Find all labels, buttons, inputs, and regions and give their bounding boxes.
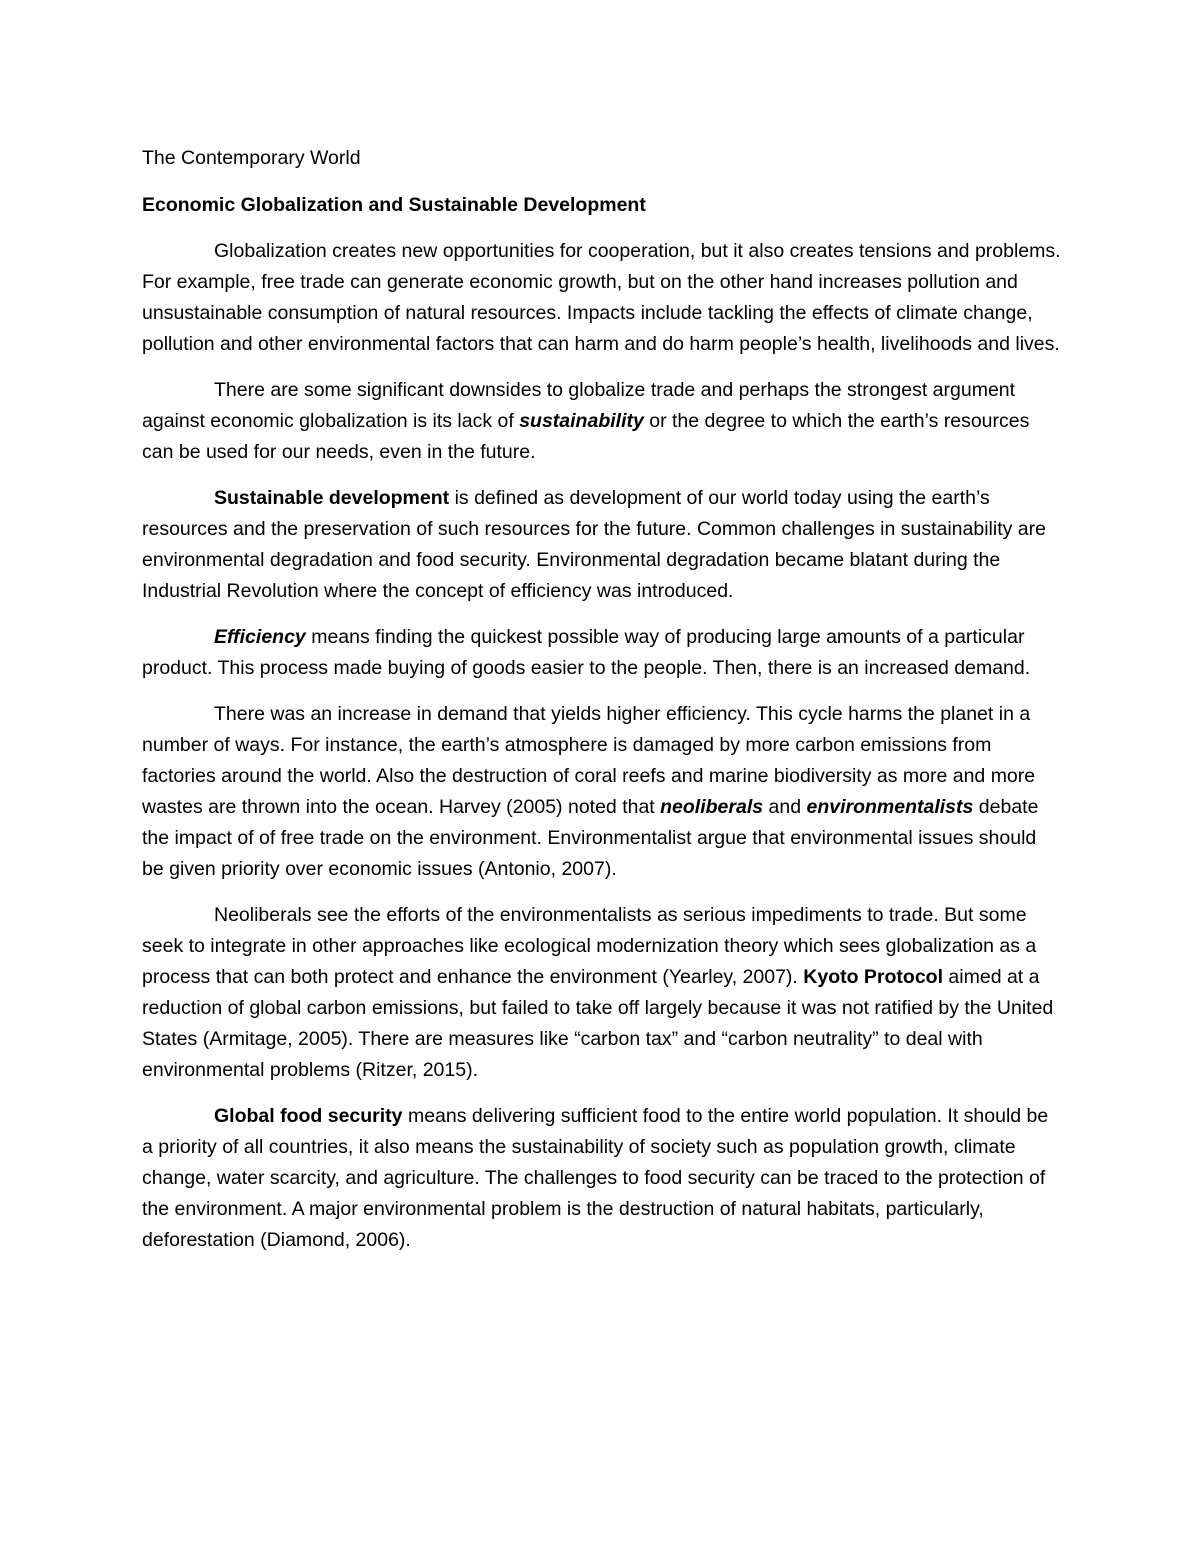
term-sustainability: sustainability (519, 410, 644, 432)
text-run: aimed at a reduction of global carbon emissions, but failed to take off largely because it was not ratified by the United States (Armitage, 2005). There are measures like “carbon tax” and “carbon neutrality” to deal with environmental problems (Ritzer, 2015). (142, 966, 1054, 1081)
text-run: Globalization creates new opportunities for cooperation, but it also creates tensions and problems. For example, free trade can generate economic growth, but on the other hand increases pollution and unsustainable consumption of natural resources. Impacts include tackling the effects of climate change, pollution and other environmental factors that can harm and do harm people’s health, livelihoods and lives. (142, 240, 1061, 355)
term-neoliberals: neoliberals (660, 796, 764, 818)
text-run: or the degree to which the earth’s resources can be used for our needs, even in the future. (142, 410, 1030, 463)
paragraph-5 (142, 699, 1062, 885)
document-body (142, 143, 1062, 1271)
paragraph-7 (142, 1101, 1062, 1256)
paragraph-4 (142, 622, 1062, 684)
term-environmentalists: environmentalists (806, 796, 974, 818)
text-run: and (763, 796, 807, 818)
paragraph-3 (142, 483, 1062, 607)
text-run: Neoliberals see the efforts of the environmentalists as serious impediments to trade. But some seek to integrate in other approaches like ecological modernization theory which sees globalization as a process that can both protect and enhance the environment (Yearley, 2007). (142, 904, 1037, 988)
term-kyoto-protocol: Kyoto Protocol (803, 966, 944, 988)
term-global-food-security: Global food security (214, 1105, 403, 1127)
text-run: There are some significant downsides to globalize trade and perhaps the strongest argument against economic globalization is its lack of (142, 379, 1016, 432)
text-run: means delivering sufficient food to the entire world population. It should be a priority of all countries, it also means the sustainability of society such as population growth, climate change, water scarcity, and agriculture. The challenges to food security can be traced to the protection of the environment. A major environmental problem is the destruction of natural habitats, particularly, deforestation (Diamond, 2006). (142, 1105, 1049, 1251)
document-heading: Economic Globalization and Sustainable Development (142, 194, 646, 216)
text-run: debate the impact of of free trade on the environment. Environmentalist argue that environmental issues should be given priority over economic issues (Antonio, 2007). (142, 796, 1039, 880)
term-efficiency: Efficiency (214, 626, 306, 648)
paragraph-2 (142, 375, 1062, 468)
text-run: is defined as development of our world today using the earth’s resources and the preservation of such resources for the future. Common challenges in sustainability are environmental degradation and food security. Environmental degradation became blatant during the Industrial Revolution where the concept of efficiency was introduced. (142, 487, 1046, 602)
paragraph-6 (142, 900, 1062, 1086)
term-sustainable-development: Sustainable development (214, 487, 450, 509)
text-run: There was an increase in demand that yields higher efficiency. This cycle harms the planet in a number of ways. For instance, the earth’s atmosphere is damaged by more carbon emissions from factories around the world. Also the destruction of coral reefs and marine biodiversity as more and more wastes are thrown into the ocean. Harvey (2005) noted that (142, 703, 1036, 818)
paragraph-1 (142, 236, 1062, 360)
course-title: The Contemporary World (142, 147, 361, 169)
text-run: means finding the quickest possible way of producing large amounts of a particular product. This process made buying of goods easier to the people. Then, there is an increased demand. (142, 626, 1031, 679)
